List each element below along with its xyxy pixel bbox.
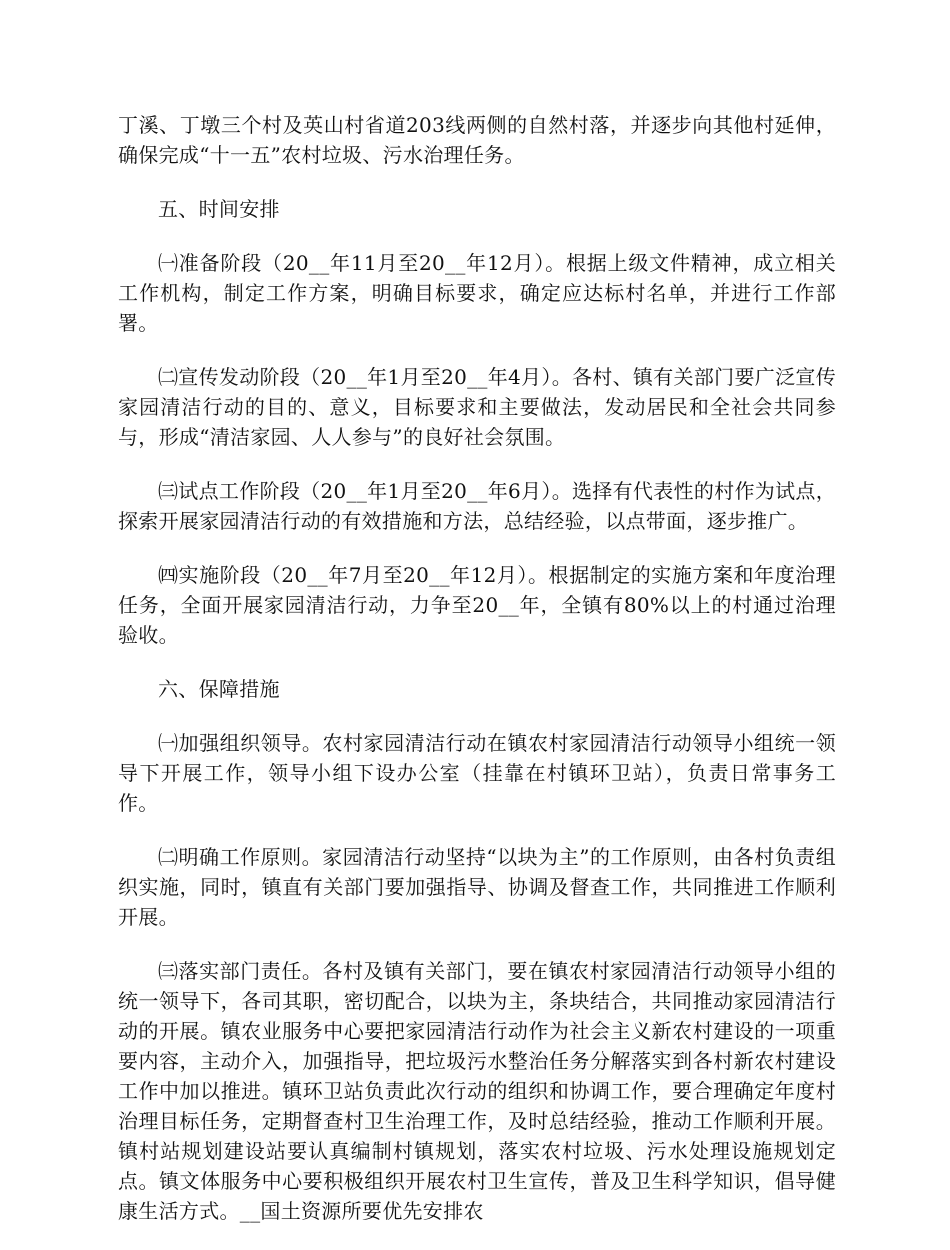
section-heading-schedule: 五、时间安排 [158, 197, 280, 221]
paragraph-department-responsibility: ㈢落实部门责任。各村及镇有关部门，要在镇农村家园清洁行动领导小组的统一领导下，各司其职，密切配合，以块为主，条块结合，共同推动家园清洁行动的开展。镇农业服务中心要把家园清洁行动作为社会主义新农村建设的一项重要内容，主动介入，加强指导，把垃圾污水整治任务分解落实到各村新农村建设工作中加以推进。镇环卫站负责此次行动的组织和协调工作，要合理确定年度村治理目标任务，定期督查村卫生治理工作，及时总结经验，推动工作顺利开展。镇村站规划建设站要认真编制村镇规划，落实农村垃圾、污水处理设施规划定点。镇文体服务中心要积极组织开展农村卫生宣传，普及卫生科学知识，倡导健康生活方式。__国土资源所要优先安排农 [118, 959, 836, 1223]
paragraph-work-principles: ㈡明确工作原则。家园清洁行动坚持“以块为主”的工作原则，由各村负责组织实施，同时，镇直有关部门要加强指导、协调及督查工作，共同推进工作顺利开展。 [118, 845, 836, 929]
paragraph-continuation: 丁溪、丁墩三个村及英山村省道203线两侧的自然村落，并逐步向其他村延伸，确保完成“十一五”农村垃圾、污水治理任务。 [118, 113, 836, 167]
section-heading-safeguards: 六、保障措施 [158, 677, 280, 701]
paragraph-pilot-stage: ㈢试点工作阶段（20__年1月至20__年6月）。选择有代表性的村作为试点，探索开展家园清洁行动的有效措施和方法，总结经验，以点带面，逐步推广。 [118, 479, 836, 533]
paragraph-publicity-stage: ㈡宣传发动阶段（20__年1月至20__年4月）。各村、镇有关部门要广泛宣传家园清洁行动的目的、意义，目标要求和主要做法，发动居民和全社会共同参与，形成“清洁家园、人人参与”的良好社会氛围。 [118, 365, 836, 449]
paragraph-organization-leadership: ㈠加强组织领导。农村家园清洁行动在镇农村家园清洁行动领导小组统一领导下开展工作，领导小组下设办公室（挂靠在村镇环卫站），负责日常事务工作。 [118, 731, 836, 815]
paragraph-preparation-stage: ㈠准备阶段（20__年11月至20__年12月）。根据上级文件精神，成立相关工作机构，制定工作方案，明确目标要求，确定应达标村名单，并进行工作部署。 [118, 251, 836, 335]
document-body [118, 110, 836, 1250]
paragraph-implementation-stage: ㈣实施阶段（20__年7月至20__年12月）。根据制定的实施方案和年度治理任务，全面开展家园清洁行动，力争至20__年，全镇有80%以上的村通过治理验收。 [118, 563, 836, 647]
